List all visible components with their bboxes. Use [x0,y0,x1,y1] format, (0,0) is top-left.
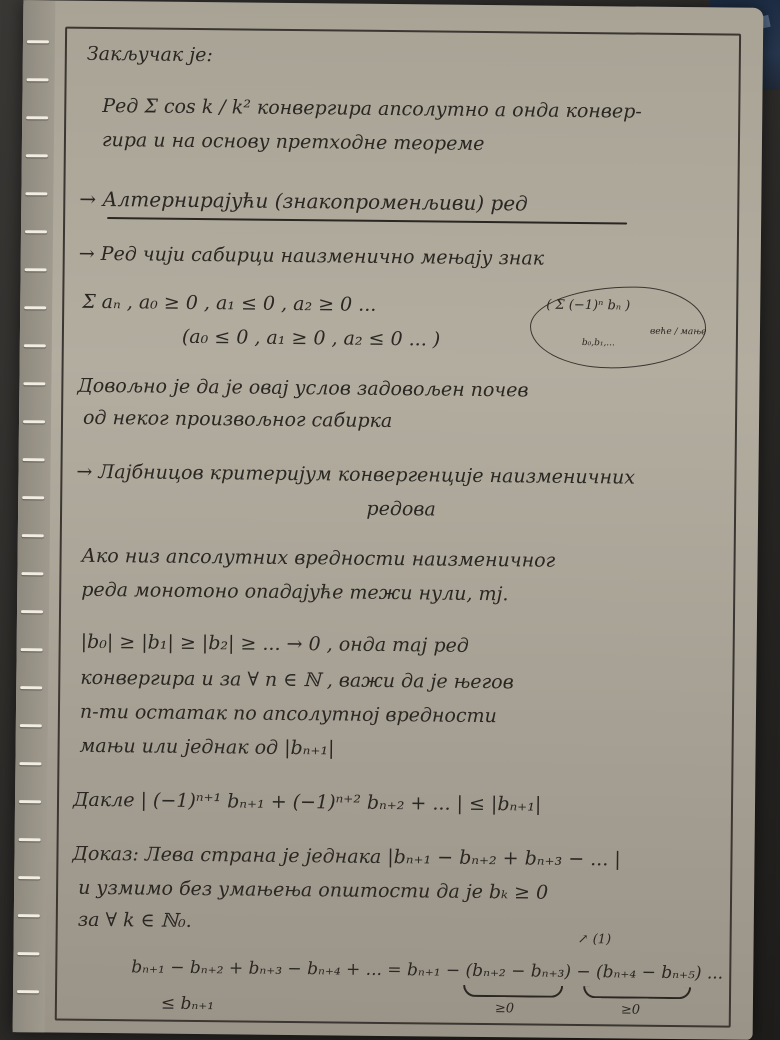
binding-ring [23,382,45,385]
underbrace-2 [583,986,691,999]
notebook-page [13,0,764,1040]
monotone-decreasing-line: реда монотоно опадајуће тежи нули, тј. [81,578,509,606]
binding-ring [20,686,42,689]
brace-label-1: ≥0 [494,1001,515,1017]
leibniz-criterion-heading: → Лајбницов критеријум конвергенције наизменичних [76,460,636,489]
previous-theorem-line: гира и на основу претходне теореме [101,128,485,155]
binding-ring [21,572,43,575]
series-converges-line: Ред Σ cos k / k² конвергира апсолутно а онда конвер- [102,94,642,123]
for-all-k-line: за ∀ k ∈ ℕ₀. [77,908,192,932]
if-sequence-line: Ако низ апсолутних вредности наизменичног [81,544,556,572]
proof-line: Доказ: Лева страна је једнака |bₙ₊₁ − bₙ₊₂ + bₙ₊₃ − ... | [72,842,621,871]
binding-ring [20,724,42,727]
binding-ring [21,648,43,651]
binding-ring [21,610,43,613]
sum-an-line: Σ aₙ , a₀ ≥ 0 , a₁ ≤ 0 , a₂ ≥ 0 ... [82,290,377,316]
binding-ring [24,306,46,309]
binding-ring [19,800,41,803]
binding-ring [26,116,48,119]
b-chain-line: |b₀| ≥ |b₁| ≥ |b₂| ≥ ... → 0 , онда тај ред [80,630,469,657]
binding-ring [27,40,49,43]
sufficient-condition-line: Довољно је да је овај услов задовољен почев [77,374,529,402]
bound-b-line: ≤ bₙ₊₁ [160,993,215,1015]
binding-ring [26,154,48,157]
binding-ring [23,420,45,423]
assume-nonnegative-line: и узмимо без умањења општости да је bₖ ≥ 0 [78,876,549,904]
brace-label-2: ≥0 [620,1002,641,1018]
side-note-formula: ( Σ (−1)ⁿ bₙ ) [546,297,631,314]
therefore-inequality-line: Дакле | (−1)ⁿ⁺¹ bₙ₊₁ + (−1)ⁿ⁺² bₙ₊₂ + ... | ≤ |bₙ₊₁| [72,788,542,816]
alternate-signs-line: (a₀ ≤ 0 , a₁ ≥ 0 , a₂ ≤ 0 ... ) [181,325,441,351]
alternating-series-heading: → Алтернирајући (знакопроменљиви) ред [79,186,528,216]
binding-ring [18,914,40,917]
binding-ring [19,762,41,765]
underbrace-1 [463,985,563,998]
side-note-b-terms: b₀,b₁,... [581,338,615,349]
binding-ring [25,230,47,233]
binding-ring [22,496,44,499]
binding-ring [24,344,46,347]
binding-ring [27,78,49,81]
binding-ring [19,838,41,841]
binding-ring [22,534,44,537]
side-note-arrow-label: веће / мање [649,326,707,338]
nth-remainder-line: n-ти остатак по апсолутној вредности [79,700,497,728]
conclusion-label: Закључак је: [86,42,213,67]
binding-ring [25,268,47,271]
binding-ring [17,952,39,955]
converges-for-all-n-line: конвергира и за ∀ n ∈ ℕ , важи да је његов [80,666,514,694]
binding-ring [18,876,40,879]
definition-line: → Ред чији сабирци наизменично мењају знак [78,242,545,270]
less-or-equal-line: мањи или једнак од |bₙ₊₁| [79,734,335,760]
arbitrary-term-line: од неког произвољног сабирка [82,406,393,433]
binding-ring [23,458,45,461]
final-expansion-line: bₙ₊₁ − bₙ₊₂ + bₙ₊₃ − bₙ₊₄ + ... = bₙ₊₁ − (bₙ₊₂ − bₙ₊₃) − (bₙ₊₄ − bₙ₊₅) ... [131,957,724,984]
binding-ring [17,990,39,993]
binding-ring [25,192,47,195]
series-word: редова [366,497,436,521]
reference-arrow-one: ↗ (1) [577,932,612,948]
